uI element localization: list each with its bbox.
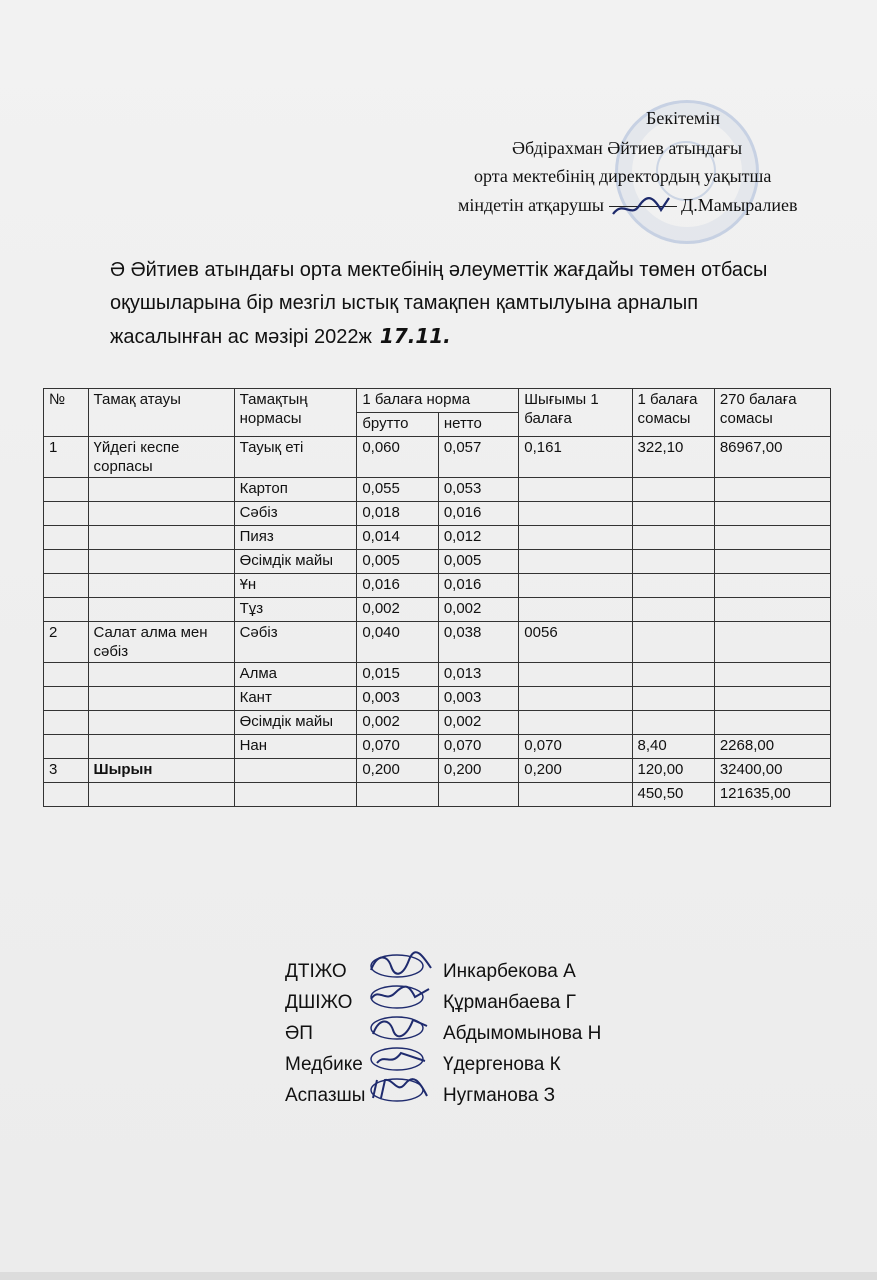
- table-row: [44, 687, 831, 711]
- cell-netto: 0,012: [438, 526, 518, 550]
- cell-brutto: 0,002: [357, 711, 439, 735]
- cell-brutto: [357, 783, 439, 807]
- cell-cost1: 120,00: [632, 759, 714, 783]
- cell-cost270: [714, 711, 830, 735]
- table-row: [44, 526, 831, 550]
- cell-brutto: 0,200: [357, 759, 439, 783]
- cell-item: Сәбіз: [234, 502, 357, 526]
- cell-no: 2: [44, 622, 89, 663]
- cell-cost270: 121635,00: [714, 783, 830, 807]
- header-norm: Тамақтың нормасы: [234, 389, 357, 437]
- cell-output: [519, 502, 632, 526]
- menu-table: [43, 388, 831, 807]
- cell-cost1: [632, 687, 714, 711]
- cell-no: [44, 550, 89, 574]
- cell-item: Тұз: [234, 598, 357, 622]
- cell-item: Кант: [234, 687, 357, 711]
- header-dish: Тамақ атауы: [88, 389, 234, 437]
- signature-name: Абдымомынова Н: [443, 1023, 602, 1044]
- cell-output: [519, 687, 632, 711]
- signature-name: Инкарбекова А: [443, 961, 576, 982]
- signature-role: Аспазшы: [285, 1085, 366, 1106]
- cell-dish: Үйдегі кеспе сорпасы: [88, 437, 234, 478]
- cell-output: 0056: [519, 622, 632, 663]
- cell-dish: [88, 663, 234, 687]
- header-no: №: [44, 389, 89, 437]
- cell-output: [519, 526, 632, 550]
- table-row: [44, 711, 831, 735]
- cell-no: [44, 735, 89, 759]
- cell-cost270: [714, 574, 830, 598]
- title-line: оқушыларына бір мезгіл ыстық тамақпен қамтылуына арналып: [110, 292, 699, 314]
- cell-no: [44, 598, 89, 622]
- signature-name: Құрманбаева Г: [443, 992, 576, 1013]
- cell-item: Өсімдік майы: [234, 711, 357, 735]
- cell-netto: 0,003: [438, 687, 518, 711]
- cell-output: 0,161: [519, 437, 632, 478]
- table-header-row: [44, 389, 831, 413]
- approval-role: міндетін атқарушы: [458, 195, 605, 215]
- cell-dish: [88, 526, 234, 550]
- signature-name: Үдергенова К: [443, 1054, 561, 1075]
- cell-item: [234, 783, 357, 807]
- cell-no: 1: [44, 437, 89, 478]
- cell-item: Алма: [234, 663, 357, 687]
- cell-cost270: [714, 663, 830, 687]
- approval-line: Әбдірахман Әйтиев атындағы: [512, 138, 743, 158]
- cell-item: Пияз: [234, 526, 357, 550]
- approval-signature-line: [458, 193, 798, 217]
- cell-item: Сәбіз: [234, 622, 357, 663]
- header-netto: нетто: [438, 413, 518, 437]
- table-row: [44, 502, 831, 526]
- cell-no: [44, 526, 89, 550]
- cell-item: [234, 759, 357, 783]
- cell-output: 0,070: [519, 735, 632, 759]
- cell-output: [519, 478, 632, 502]
- cell-output: [519, 663, 632, 687]
- cell-dish: [88, 735, 234, 759]
- document-title: [110, 254, 850, 354]
- cell-netto: 0,070: [438, 735, 518, 759]
- header-cost-one: 1 балаға сомасы: [632, 389, 714, 437]
- table-row: [44, 478, 831, 502]
- signature-role: Медбике: [285, 1054, 363, 1075]
- table-row: [44, 574, 831, 598]
- handwritten-signature: [367, 1074, 439, 1110]
- table-row: [44, 663, 831, 687]
- cell-cost270: [714, 687, 830, 711]
- cell-output: 0,200: [519, 759, 632, 783]
- cell-dish: [88, 783, 234, 807]
- table-row: [44, 437, 831, 478]
- cell-dish: Шырын: [88, 759, 234, 783]
- signature-role: ӘП: [285, 1023, 313, 1044]
- cell-cost1: 322,10: [632, 437, 714, 478]
- cell-cost1: [632, 526, 714, 550]
- header-per-child-norm: 1 балаға норма: [357, 389, 519, 413]
- cell-cost270: [714, 502, 830, 526]
- cell-brutto: 0,005: [357, 550, 439, 574]
- signature-role: ДТІЖО: [285, 961, 347, 982]
- cell-dish: [88, 550, 234, 574]
- cell-brutto: 0,055: [357, 478, 439, 502]
- cell-brutto: 0,060: [357, 437, 439, 478]
- cell-brutto: 0,018: [357, 502, 439, 526]
- cell-cost270: [714, 622, 830, 663]
- cell-brutto: 0,014: [357, 526, 439, 550]
- table-row: [44, 622, 831, 663]
- title-line: [110, 320, 850, 354]
- signature-name: Нугманова З: [443, 1085, 556, 1106]
- cell-cost270: 2268,00: [714, 735, 830, 759]
- table-body: [44, 437, 831, 807]
- cell-cost1: 450,50: [632, 783, 714, 807]
- cell-cost270: [714, 550, 830, 574]
- cell-dish: Салат алма мен сәбіз: [88, 622, 234, 663]
- cell-no: [44, 783, 89, 807]
- cell-brutto: 0,040: [357, 622, 439, 663]
- cell-dish: [88, 574, 234, 598]
- table-row: [44, 550, 831, 574]
- cell-output: [519, 711, 632, 735]
- cell-cost1: [632, 622, 714, 663]
- cell-netto: 0,053: [438, 478, 518, 502]
- cell-cost270: [714, 526, 830, 550]
- cell-item: Ұн: [234, 574, 357, 598]
- header-cost-270: 270 балаға сомасы: [714, 389, 830, 437]
- cell-item: Тауық еті: [234, 437, 357, 478]
- cell-brutto: 0,003: [357, 687, 439, 711]
- director-name: Д.Мамыралиев: [681, 195, 798, 215]
- cell-dish: [88, 687, 234, 711]
- cell-dish: [88, 711, 234, 735]
- cell-netto: 0,200: [438, 759, 518, 783]
- cell-output: [519, 598, 632, 622]
- cell-dish: [88, 502, 234, 526]
- cell-cost1: [632, 478, 714, 502]
- cell-item: Нан: [234, 735, 357, 759]
- cell-no: [44, 663, 89, 687]
- cell-cost1: [632, 574, 714, 598]
- header-output: Шығымы 1 балаға: [519, 389, 632, 437]
- cell-netto: 0,002: [438, 598, 518, 622]
- approval-heading: Бекітемін: [646, 108, 720, 128]
- table-row: [44, 783, 831, 807]
- cell-no: [44, 687, 89, 711]
- cell-brutto: 0,015: [357, 663, 439, 687]
- cell-output: [519, 783, 632, 807]
- handwritten-date: 17.11.: [379, 324, 451, 348]
- director-signature: [609, 206, 677, 207]
- cell-netto: 0,057: [438, 437, 518, 478]
- cell-cost1: 8,40: [632, 735, 714, 759]
- title-line-text: жасалынған ас мәзірі 2022ж: [110, 326, 372, 348]
- table-row: [44, 759, 831, 783]
- cell-netto: 0,013: [438, 663, 518, 687]
- cell-dish: [88, 478, 234, 502]
- cell-brutto: 0,002: [357, 598, 439, 622]
- cell-cost1: [632, 663, 714, 687]
- cell-netto: [438, 783, 518, 807]
- cell-no: [44, 574, 89, 598]
- cell-cost1: [632, 550, 714, 574]
- title-line: Ә Әйтиев атындағы орта мектебінің әлеуметтік жағдайы төмен отбасы: [110, 259, 768, 281]
- cell-no: [44, 502, 89, 526]
- cell-cost1: [632, 598, 714, 622]
- cell-dish: [88, 598, 234, 622]
- header-brutto: брутто: [357, 413, 439, 437]
- cell-cost270: [714, 598, 830, 622]
- cell-output: [519, 550, 632, 574]
- cell-item: Өсімдік майы: [234, 550, 357, 574]
- table-row: [44, 598, 831, 622]
- cell-cost270: [714, 478, 830, 502]
- cell-no: [44, 711, 89, 735]
- cell-netto: 0,016: [438, 574, 518, 598]
- cell-netto: 0,002: [438, 711, 518, 735]
- cell-netto: 0,016: [438, 502, 518, 526]
- cell-cost1: [632, 711, 714, 735]
- cell-cost270: 86967,00: [714, 437, 830, 478]
- table-row: [44, 735, 831, 759]
- cell-no: [44, 478, 89, 502]
- cell-brutto: 0,016: [357, 574, 439, 598]
- cell-output: [519, 574, 632, 598]
- approval-line: орта мектебінің директордың уақытша: [474, 166, 772, 186]
- cell-cost1: [632, 502, 714, 526]
- cell-item: Картоп: [234, 478, 357, 502]
- cell-cost270: 32400,00: [714, 759, 830, 783]
- cell-no: 3: [44, 759, 89, 783]
- cell-netto: 0,005: [438, 550, 518, 574]
- signature-role: ДШІЖО: [285, 992, 353, 1013]
- cell-netto: 0,038: [438, 622, 518, 663]
- cell-brutto: 0,070: [357, 735, 439, 759]
